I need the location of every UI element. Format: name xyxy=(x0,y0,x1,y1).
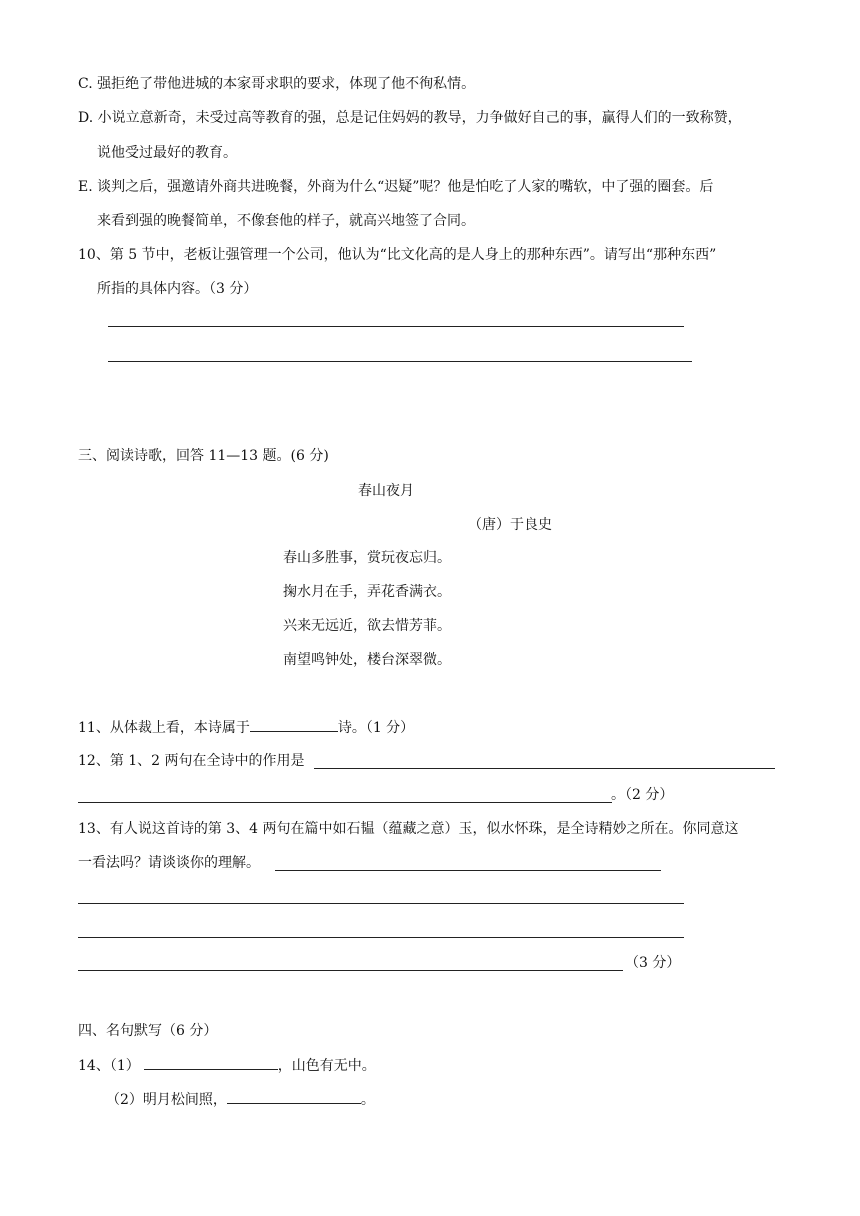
q9-option-e-line2: 来看到强的晚餐简单，不像套他的样子，就高兴地签了合同。 xyxy=(97,213,475,229)
q12-answer-line-2[interactable] xyxy=(78,802,612,803)
q12-score: 。（2 分） xyxy=(611,787,674,803)
poem-author: （唐）于良史 xyxy=(468,517,552,533)
q13-answer-line-3[interactable] xyxy=(78,937,684,938)
q10-answer-line-2[interactable] xyxy=(108,361,692,362)
q9-option-c: C. 强拒绝了带他进城的本家哥求职的要求，体现了他不徇私情。 xyxy=(78,76,476,92)
q10-prompt-line2: 所指的具体内容。（3 分） xyxy=(97,281,258,297)
q11-row xyxy=(78,717,414,738)
q14-2-prompt: （2）明月松间照， xyxy=(106,1092,227,1108)
poem-line-4: 南望鸣钟处，楼台深翠微。 xyxy=(283,652,451,668)
q14-label: 14、（1） xyxy=(78,1058,140,1074)
q11-answer-blank[interactable] xyxy=(250,717,338,732)
poem-line-2: 掬水月在手，弄花香满衣。 xyxy=(283,584,451,600)
q14-1-suffix: ，山色有无中。 xyxy=(277,1058,376,1074)
q14-2-row xyxy=(106,1089,375,1110)
q13-score: （3 分） xyxy=(625,955,681,971)
q14-1-row xyxy=(78,1055,376,1076)
q12-prompt: 12、第 1、2 两句在全诗中的作用是 xyxy=(78,753,305,769)
q11-suffix: 诗。（1 分） xyxy=(337,720,415,736)
q11-prompt: 11、从体裁上看，本诗属于 xyxy=(78,720,250,736)
q9-option-d-line2: 说他受过最好的教育。 xyxy=(97,145,237,161)
q12-answer-line-1[interactable] xyxy=(314,768,775,769)
q10-prompt-line1: 10、第 5 节中，老板让强管理一个公司，他认为“比文化高的是人身上的那种东西”。请写出“那种东西” xyxy=(78,247,717,263)
section3-heading: 三、阅读诗歌，回答 11—13 题。(6 分) xyxy=(78,448,329,464)
poem-title: 春山夜月 xyxy=(358,483,414,499)
q13-answer-line-4[interactable] xyxy=(78,970,623,971)
q10-answer-line-1[interactable] xyxy=(108,326,684,327)
q13-answer-line-1[interactable] xyxy=(275,870,661,871)
q9-option-d-line1: D. 小说立意新奇，未受过高等教育的强，总是记住妈妈的教导，力争做好自己的事，赢得人们的一致称赞， xyxy=(78,110,742,126)
q9-option-e-line1: E. 谈判之后，强邀请外商共进晚餐，外商为什么“迟疑”呢？他是怕吃了人家的嘴软，中了强的圈套。后 xyxy=(78,179,714,195)
q13-prompt-line2: 一看法吗？请谈谈你的理解。 xyxy=(78,855,260,871)
q14-1-answer-blank[interactable] xyxy=(144,1055,278,1070)
q14-2-answer-blank[interactable] xyxy=(227,1089,361,1104)
poem-line-1: 春山多胜事，赏玩夜忘归。 xyxy=(283,550,451,566)
q13-prompt-line1: 13、有人说这首诗的第 3、4 两句在篇中如石韫（蕴藏之意）玉，似水怀珠，是全诗精妙之所在。你同意这 xyxy=(78,821,739,837)
section4-heading: 四、名句默写（6 分） xyxy=(78,1023,218,1039)
poem-line-3: 兴来无远近，欲去惜芳菲。 xyxy=(283,618,451,634)
q13-answer-line-2[interactable] xyxy=(78,903,684,904)
q14-2-suffix: 。 xyxy=(360,1092,375,1108)
